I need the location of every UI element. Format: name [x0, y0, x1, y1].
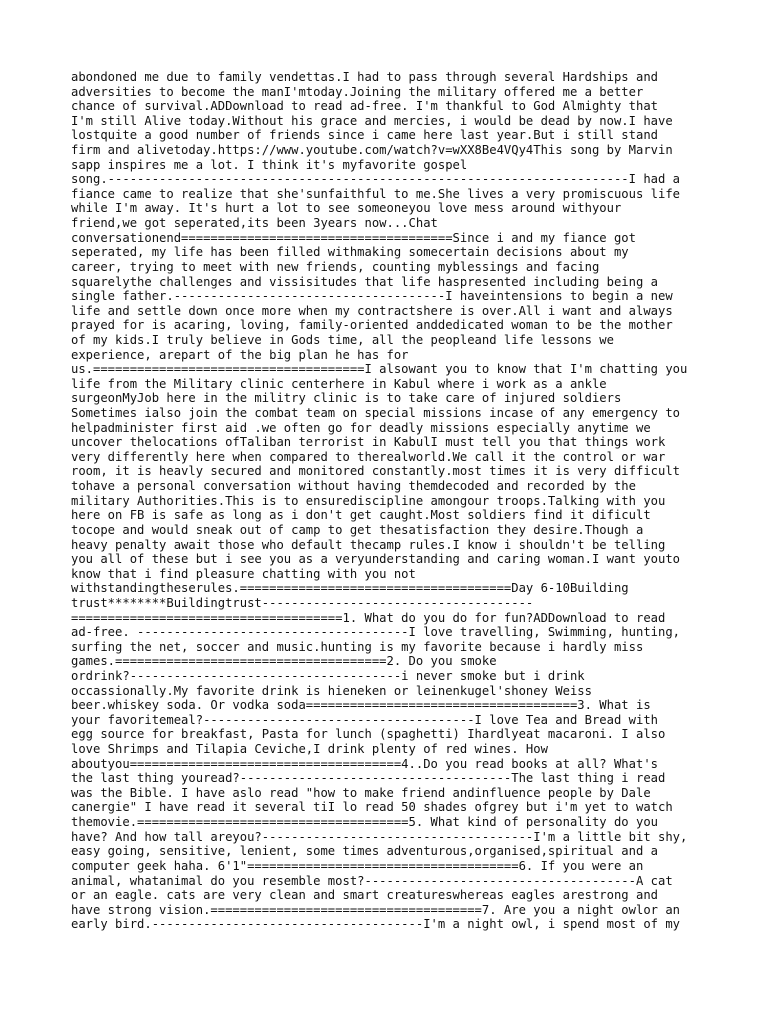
- text-line: adversities to become the manI'mtoday.Joining the military offered me a better: [71, 84, 644, 99]
- text-line: of my kids.I truly believe in Gods time, all the peopleand life lessons we: [71, 332, 614, 347]
- text-line: abondoned me due to family vendettas.I had to pass through several Hardships and: [71, 70, 658, 84]
- text-line: sapp inspires me a lot. I think it's myfavorite gospel: [71, 157, 468, 172]
- text-line: friend,we got seperated,its been 3years now...Chat: [71, 216, 438, 231]
- text-line: have? And how tall areyou?-------------------------------------I'm a little bit shy,: [71, 829, 688, 844]
- text-line: us.=====================================I alsowant you to know that I'm chatting you: [71, 362, 688, 377]
- text-line: have strong vision.=====================================7. Are you a night owlor an: [71, 902, 681, 917]
- document-body-text: [71, 70, 701, 932]
- text-line: computer geek haha. 6'1"=====================================6. If you were an: [71, 858, 644, 873]
- text-line: tohave a personal conversation without having themdecoded and recorded by the: [71, 479, 636, 494]
- text-line: I'm still Alive today.Without his grace and mercies, i would be dead by now.I have: [71, 113, 673, 128]
- text-line: military Authorities.This is to ensurediscipline amongour troops.Talking with you: [71, 493, 666, 508]
- text-line: uncover thelocations ofTaliban terrorist in KabulI must tell you that things work: [71, 435, 666, 450]
- text-line: withstandingtheserules.=====================================Day 6-10Building: [71, 581, 629, 596]
- text-line: seperated, my life has been filled withmaking somecertain decisions about my: [71, 245, 629, 260]
- text-line: Sometimes ialso join the combat team on special missions incase of any emergency to: [71, 406, 681, 421]
- text-line: career, trying to meet with new friends, counting myblessings and facing: [71, 259, 600, 274]
- text-line: the last thing youread?-------------------------------------The last thing i read: [71, 771, 666, 786]
- text-line: love Shrimps and Tilapia Ceviche,I drink plenty of red wines. How: [71, 742, 548, 757]
- text-line: prayed for is acaring, loving, family-oriented anddedicated woman to be the mother: [71, 318, 673, 333]
- text-line: fiance came to realize that she'sunfaithful to me.She lives a very promiscuous life: [71, 186, 681, 201]
- text-line: surfing the net, soccer and music.hunting is my favorite because i hardly miss: [71, 639, 644, 654]
- text-line: occassionally.My favorite drink is hieneken or leinenkugel'shoney Weiss: [71, 683, 592, 698]
- text-line: themovie.=====================================5. What kind of personality do you: [71, 815, 658, 830]
- text-line: games.=====================================2. Do you smoke: [71, 654, 497, 669]
- text-line: know that i find pleasure chatting with you not: [71, 566, 416, 581]
- text-line: ad-free. -------------------------------------I love travelling, Swimming, hunting,: [71, 625, 681, 640]
- text-line: canergie" I have read it several tiI lo read 50 shades ofgrey but i'm yet to watch: [71, 800, 673, 815]
- text-line: lostquite a good number of friends since i came here last year.But i still stand: [71, 128, 658, 143]
- text-line: ordrink?-------------------------------------i never smoke but i drink: [71, 668, 585, 683]
- text-line: heavy penalty await those who default thecamp rules.I know i shouldn't be telling: [71, 537, 666, 552]
- text-line: room, it is heavly secured and monitored constantly.most times it is very difficult: [71, 464, 681, 479]
- text-line: surgeonMyJob here in the militry clinic is to take care of injured soldiers: [71, 391, 622, 406]
- text-line: was the Bible. I have aslo read "how to make friend andinfluence people by Dale: [71, 785, 651, 800]
- text-line: your favoritemeal?-------------------------------------I love Tea and Bread with: [71, 712, 658, 727]
- text-line: you all of these but i see you as a veryunderstanding and caring woman.I want youto: [71, 552, 681, 567]
- text-line: beer.whiskey soda. Or vodka soda=====================================3. What is: [71, 698, 651, 713]
- text-line: experience, arepart of the big plan he has for: [71, 347, 409, 362]
- text-line: egg source for breakfast, Pasta for lunch (spaghetti) Ihardlyeat macaroni. I also: [71, 727, 666, 742]
- text-line: conversationend=====================================Since i and my fiance got: [71, 230, 636, 245]
- text-line: life from the Military clinic centerhere in Kabul where i work as a ankle: [71, 376, 607, 391]
- text-line: trust********Buildingtrust-------------------------------------: [71, 595, 534, 610]
- text-line: or an eagle. cats are very clean and smart creatureswhereas eagles arestrong and: [71, 888, 658, 903]
- text-line: while I'm away. It's hurt a lot to see someoneyou love mess around withyour: [71, 201, 622, 216]
- text-line: single father.-------------------------------------I haveintensions to begin a new: [71, 289, 673, 304]
- text-line: helpadminister first aid .we often go for deadly missions especially anytime we: [71, 420, 651, 435]
- text-line: firm and alivetoday.https://www.youtube.com/watch?v=wXX8Be4VQy4This song by Marvin: [71, 143, 673, 158]
- text-line: here on FB is safe as long as i don't get caught.Most soldiers find it dificult: [71, 508, 651, 523]
- text-line: song.-----------------------------------------------------------------------I had a: [71, 172, 681, 187]
- text-line: easy going, sensitive, lenient, some times adventurous,organised,spiritual and a: [71, 844, 658, 859]
- text-line: very differently here when compared to therealworld.We call it the control or war: [71, 449, 666, 464]
- text-line: animal, whatanimal do you resemble most?-------------------------------------A cat: [71, 873, 673, 888]
- text-line: squarelythe challenges and vissisitudes that life haspresented including being a: [71, 274, 658, 289]
- text-line: tocope and would sneak out of camp to get thesatisfaction they desire.Though a: [71, 522, 644, 537]
- text-line: chance of survival.ADDownload to read ad-free. I'm thankful to God Almighty that: [71, 99, 658, 114]
- text-line: =====================================1. What do you do for fun?ADDownload to read: [71, 610, 666, 625]
- text-line: aboutyou=====================================4..Do you read books at all? What's: [71, 756, 658, 771]
- text-line: early bird.-------------------------------------I'm a night owl, i spend most of my: [71, 917, 681, 932]
- text-line: life and settle down once more when my contractshere is over.All i want and always: [71, 303, 673, 318]
